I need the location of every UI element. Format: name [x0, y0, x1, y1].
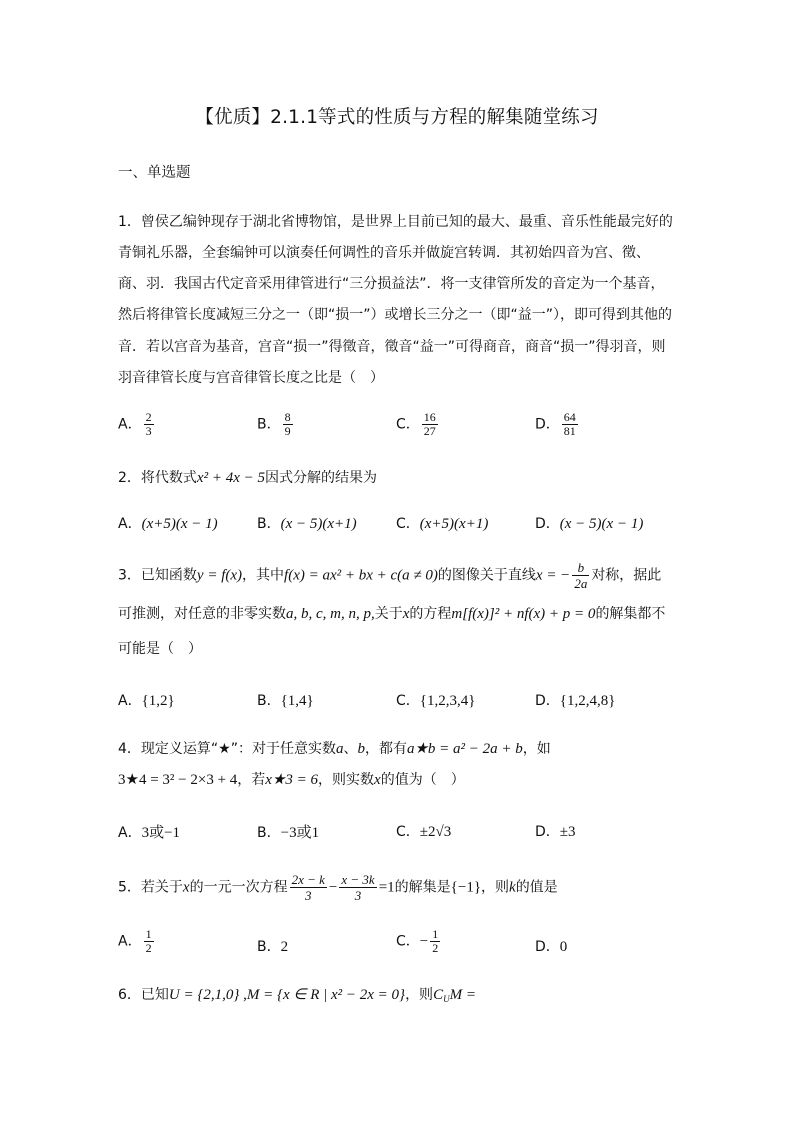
option-label: D． — [535, 416, 560, 433]
fraction: $\frac{16}{27}$ — [423, 410, 436, 438]
math-expression: x² + 4x − 5 — [196, 470, 265, 486]
option-d[interactable]: D．0 — [535, 939, 568, 955]
question-1-line-5: 音．若以宫音为基音，宫音“损一”得徵音，徵音“益一”可得商音，商音“损一”得羽音，则 — [118, 339, 666, 355]
option-label: C． — [396, 416, 420, 433]
option-c[interactable] — [396, 411, 440, 438]
fraction: $\frac{1}{2}$ — [145, 927, 152, 955]
option-c[interactable]: C．(x+5)(x+1) — [396, 516, 489, 532]
option-a[interactable]: A．(x+5)(x − 1) — [118, 516, 218, 532]
option-d[interactable] — [535, 411, 580, 438]
option-c[interactable]: C．{1,2,3,4} — [396, 693, 476, 709]
option-a[interactable]: A．3或−1 — [118, 825, 181, 841]
fraction: $\frac{2}{3}$ — [145, 410, 152, 438]
fraction: $\frac{b}{2a}$ — [574, 560, 588, 591]
question-2-text: 2．将代数式x² + 4x − 5因式分解的结果为 — [118, 470, 377, 486]
option-b[interactable] — [257, 411, 295, 438]
option-d[interactable]: D．±3 — [535, 824, 576, 840]
option-d[interactable]: D．(x − 5)(x − 1) — [535, 516, 644, 532]
option-a[interactable] — [118, 411, 156, 438]
question-4-line-2: 3★4 = 3² − 2×3 + 4，若x★3 = 6，则实数x的值为（ ） — [118, 772, 465, 788]
question-1-line-2: 青铜礼乐器，全套编钟可以演奏任何调性的音乐并做旋宫转调．其初始四音为宫、徵、 — [118, 245, 650, 261]
fraction: $\frac{64}{81}$ — [563, 410, 576, 438]
question-3-line-1: 3．已知函数y = f(x)，其中f(x) = ax² + bx + c(a ≠ 0)的图像关于直线x = − $\frac{b}{2a}$ 对称，据此 — [118, 560, 662, 591]
question-3-line-2: 可推测，对任意的非零实数a, b, c, m, n, p,关于x的方程m[f(x)]² + nf(x) + p = 0的解集都不 — [118, 606, 666, 622]
option-c[interactable]: C．− $\frac{1}{2}$ — [396, 927, 439, 955]
option-b[interactable]: B．{1,4} — [257, 693, 314, 709]
question-1-line-6: 羽音律管长度与宫音律管长度之比是（ ） — [118, 370, 384, 386]
question-1-line-1: 1．曾侯乙编钟现存于湖北省博物馆，是世界上目前已知的最大、最重、音乐性能最完好的 — [118, 214, 673, 230]
option-a[interactable]: A．{1,2} — [118, 693, 175, 709]
option-label: A． — [118, 416, 142, 433]
question-3-line-3: 可能是（ ） — [118, 641, 202, 657]
option-c[interactable]: C．±2√3 — [396, 824, 452, 840]
fraction: $\frac{1}{2}$ — [432, 927, 439, 955]
question-6-text: 6．已知U = {2,1,0} ,M = {x ∈ R | x² − 2x = 0}，则$C_UM$ = — [118, 987, 476, 1004]
section-heading: 一、单选题 — [118, 165, 191, 181]
question-1-line-3: 商、羽．我国古代定音采用律管进行“三分损益法”．将一支律管所发的音定为一个基音， — [118, 276, 665, 292]
question-4-line-1: 4．现定义运算“★”：对于任意实数a、b，都有a★b = a² − 2a + b，如 — [118, 741, 551, 757]
option-d[interactable]: D．{1,2,4,8} — [535, 693, 616, 709]
option-label: B． — [257, 416, 281, 433]
fraction: $\frac{2x - k}{3}$ — [291, 872, 325, 903]
option-a[interactable]: A． $\frac{1}{2}$ — [118, 927, 152, 955]
question-5-text: 5．若关于x的一元一次方程 $\frac{2x - k}{3}$ − $\frac{x - 3k}{3}$ =1的解集是{−1}，则k的值是 — [118, 872, 558, 903]
fraction: $\frac{8}{9}$ — [284, 410, 291, 438]
page-title: 【优质】2.1.1等式的性质与方程的解集随堂练习 — [195, 107, 599, 128]
option-b[interactable]: B．(x − 5)(x+1) — [257, 516, 357, 532]
option-b[interactable]: B．−3或1 — [257, 825, 320, 841]
question-1-line-4: 然后将律管长度减短三分之一（即“损一”）或增长三分之一（即“益一”），即可得到其他的 — [118, 307, 673, 323]
option-b[interactable]: B．2 — [257, 939, 289, 955]
fraction: $\frac{x - 3k}{3}$ — [341, 872, 375, 903]
